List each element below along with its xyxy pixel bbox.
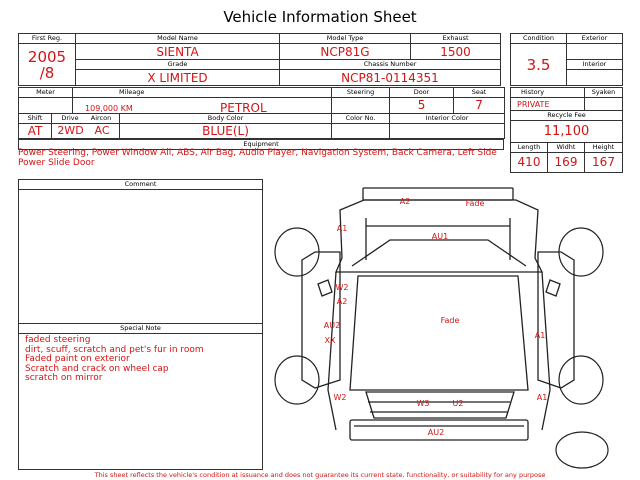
first-reg-year: 2005: [27, 47, 67, 66]
shift-label: Shift: [19, 113, 52, 123]
length-label: Length: [511, 142, 548, 152]
color-no-label: Color No.: [332, 113, 390, 123]
condition-label: Condition: [511, 34, 567, 44]
model-name-value: SIENTA: [76, 44, 280, 60]
front-left-wheel: [275, 228, 319, 276]
width-label: Widht: [548, 142, 585, 152]
side-line-right: [542, 272, 550, 430]
height-value: 167: [585, 152, 623, 172]
height-label: Height: [585, 142, 623, 152]
exhaust-label: Exhaust: [411, 34, 501, 44]
left-side-mirror: [318, 280, 332, 296]
interior-label: Interior: [567, 60, 623, 70]
interior-color-label: Interior Color: [390, 113, 505, 123]
condition-table: [510, 33, 623, 86]
chassis-label: Chassis Number: [280, 60, 501, 70]
fuel-value: PETROL: [220, 101, 267, 113]
recycle-fee-label: Recycle Fee: [511, 111, 623, 121]
mark-a1-right-mid: A1: [534, 331, 546, 340]
special-note-item: Faded paint on exterior: [25, 354, 130, 364]
exterior-label: Exterior: [567, 34, 623, 44]
steering-value: [332, 98, 390, 114]
mark-fade-top: Fade: [465, 199, 485, 208]
windshield: [352, 240, 526, 266]
mileage-label: Mileage: [73, 88, 332, 98]
history-label: History: [511, 88, 585, 98]
special-notes-list: [19, 334, 262, 386]
mark-a1-front-left: A1: [336, 224, 348, 233]
drive-aircon-values: [52, 123, 120, 139]
interior-value: [567, 70, 623, 86]
rear-left-wheel: [275, 356, 319, 404]
exterior-value: [567, 44, 623, 60]
special-note-panel: [18, 323, 263, 470]
chassis-value: NCP81-0114351: [280, 70, 501, 86]
mark-w3: W3: [416, 399, 430, 408]
first-reg-label: First Reg.: [19, 34, 76, 44]
right-side-mirror: [546, 280, 560, 296]
front-bumper: [363, 188, 513, 200]
vehicle-id-table: [18, 33, 501, 86]
first-reg-month: /8: [39, 63, 55, 82]
syaken-value: [585, 98, 623, 111]
special-note-item: scratch on mirror: [25, 373, 103, 383]
spare-wheel: [556, 432, 608, 468]
special-note-label: Special Note: [19, 324, 262, 334]
comment-label: Comment: [19, 180, 262, 190]
drive-value: 2WD: [57, 124, 84, 138]
mark-au2-bottom: AU2: [427, 428, 445, 437]
meter-value: [19, 98, 73, 114]
roof-outline: [350, 276, 528, 390]
condition-value: 3.5: [511, 44, 567, 86]
special-note-item: dirt, scuff, scratch and pet's fur in room: [25, 344, 204, 355]
width-value: 169: [548, 152, 585, 172]
special-note-item: Scratch and crack on wheel cap: [25, 363, 169, 374]
model-name-label: Model Name: [76, 34, 280, 44]
model-type-value: NCP81G: [280, 44, 411, 60]
body-color-value: BLUE(L): [120, 123, 332, 139]
mark-au2-left: AU2: [323, 321, 341, 330]
model-type-label: Model Type: [280, 34, 411, 44]
interior-color-value: [390, 123, 505, 139]
comment-text: [19, 190, 262, 194]
aircon-value: AC: [94, 124, 110, 138]
mark-fade-center: Fade: [440, 316, 460, 325]
mark-w2-left: W2: [335, 283, 349, 292]
mark-au1: AU1: [431, 232, 449, 241]
disclaimer-footer: This sheet reflects the vehicle's condition at issuance and does not guarantee its current state, functionality, or suitability for any purpose: [94, 471, 546, 479]
grade-value: X LIMITED: [76, 70, 280, 86]
steering-label: Steering: [332, 88, 390, 98]
rear-window: [366, 392, 514, 418]
mark-xx-left: XX: [324, 336, 336, 345]
aircon-label: Aircon: [90, 113, 112, 122]
sheet-title: Vehicle Information Sheet: [223, 8, 417, 26]
car-damage-diagram: [270, 180, 630, 470]
shift-value: AT: [19, 123, 52, 139]
mark-a1-bottom-right: A1: [536, 393, 548, 402]
mileage-value: 109,000 KM: [85, 104, 133, 113]
special-note-item: faded steering: [25, 335, 91, 345]
drive-label: Drive: [61, 113, 79, 122]
rear-lines: [368, 402, 510, 412]
seat-value: 7: [454, 98, 505, 114]
recycle-fee-value: 11,100: [511, 121, 623, 142]
door-value: 5: [390, 98, 454, 114]
mark-a2-top: A2: [399, 197, 411, 206]
grade-label: Grade: [76, 60, 280, 70]
equipment-label: Equipment: [19, 140, 504, 150]
exhaust-value: 1500: [411, 44, 501, 60]
length-value: 410: [511, 152, 548, 172]
seat-label: Seat: [454, 88, 505, 98]
mark-a2-left: A2: [336, 297, 348, 306]
side-line-left: [328, 272, 336, 430]
color-no-value: [332, 123, 390, 139]
mileage-fuel-cell: [73, 98, 332, 114]
front-right-wheel: [559, 228, 603, 276]
vehicle-details-table: [18, 87, 505, 139]
history-table: [510, 87, 623, 173]
drive-aircon-labels: [52, 113, 120, 123]
door-label: Door: [390, 88, 454, 98]
syaken-label: Syaken: [585, 88, 623, 98]
history-value: PRIVATE: [511, 98, 585, 111]
rear-right-wheel: [559, 356, 603, 404]
mark-w2-bottom-left: W2: [333, 393, 347, 402]
meter-label: Meter: [19, 88, 73, 98]
comment-panel: [18, 179, 263, 324]
body-color-label: Body Color: [120, 113, 332, 123]
equipment-text: Power Steering, Power Window All, ABS, Air Bag, Audio Player, Navigation System, Back Camera, Left Side Power Slide Door: [18, 148, 497, 168]
mark-u2: U2: [452, 399, 464, 408]
first-reg-value: [19, 44, 76, 86]
